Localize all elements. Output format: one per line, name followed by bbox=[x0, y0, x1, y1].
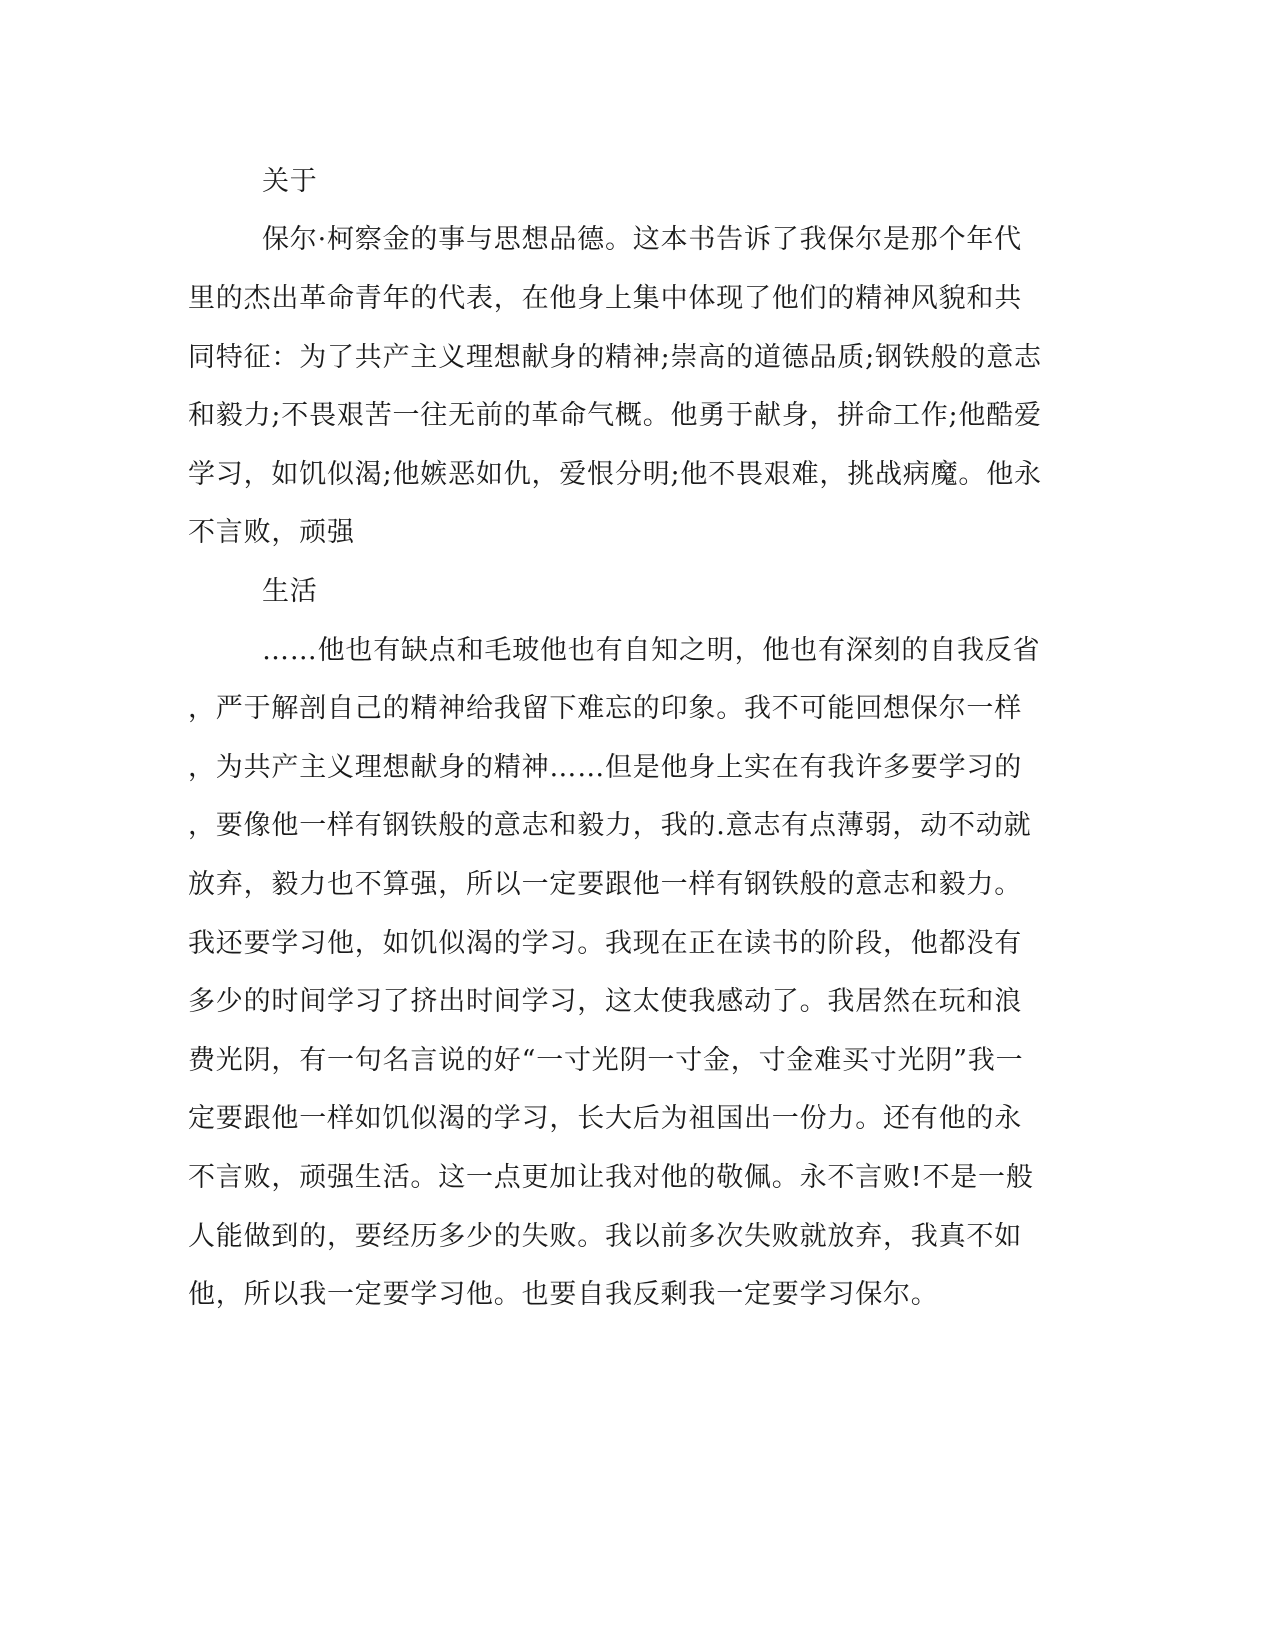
text-line: 里的杰出革命青年的代表，在他身上集中体现了他们的精神风貌和共 bbox=[188, 283, 1022, 314]
text-line: 不言败，顽强 bbox=[188, 517, 355, 548]
text-line: 生活 bbox=[262, 576, 318, 607]
text-line: 多少的时间学习了挤出时间学习，这太使我感动了。我居然在玩和浪 bbox=[188, 986, 1022, 1017]
text-line: 我还要学习他，如饥似渴的学习。我现在正在读书的阶段，他都没有 bbox=[188, 928, 1022, 959]
text-line: 关于 bbox=[262, 166, 318, 197]
text-line: 费光阴，有一句名言说的好“一寸光阴一寸金，寸金难买寸光阴”我一 bbox=[188, 1045, 1024, 1076]
text-line: 放弃，毅力也不算强，所以一定要跟他一样有钢铁般的意志和毅力。 bbox=[188, 869, 1022, 900]
text-line: 保尔·柯察金的事与思想品德。这本书告诉了我保尔是那个年代 bbox=[262, 224, 1022, 255]
text-line: 他，所以我一定要学习他。也要自我反剩我一定要学习保尔。 bbox=[188, 1279, 939, 1310]
text-line: 人能做到的，要经历多少的失败。我以前多次失败就放弃，我真不如 bbox=[188, 1221, 1022, 1252]
text-line: 定要跟他一样如饥似渴的学习，长大后为祖国出一份力。还有他的永 bbox=[188, 1103, 1022, 1134]
text-line: 和毅力;不畏艰苦一往无前的革命气概。他勇于献身，拼命工作;他酷爱 bbox=[188, 400, 1042, 431]
text-line: 不言败，顽强生活。这一点更加让我对他的敬佩。永不言败!不是一般 bbox=[188, 1162, 1034, 1193]
text-line: ，要像他一样有钢铁般的意志和毅力，我的.意志有点薄弱，动不动就 bbox=[188, 810, 1032, 841]
text-line: 同特征：为了共产主义理想献身的精神;崇高的道德品质;钢铁般的意志 bbox=[188, 342, 1042, 373]
text-line: ……他也有缺点和毛玻他也有自知之明，他也有深刻的自我反省 bbox=[262, 635, 1041, 666]
text-line: ，严于解剖自己的精神给我留下难忘的印象。我不可能回想保尔一样 bbox=[188, 693, 1022, 724]
text-line: ，为共产主义理想献身的精神……但是他身上实在有我许多要学习的 bbox=[188, 752, 1022, 783]
text-line: 学习，如饥似渴;他嫉恶如仇，爱恨分明;他不畏艰难，挑战病魔。他永 bbox=[188, 459, 1042, 490]
